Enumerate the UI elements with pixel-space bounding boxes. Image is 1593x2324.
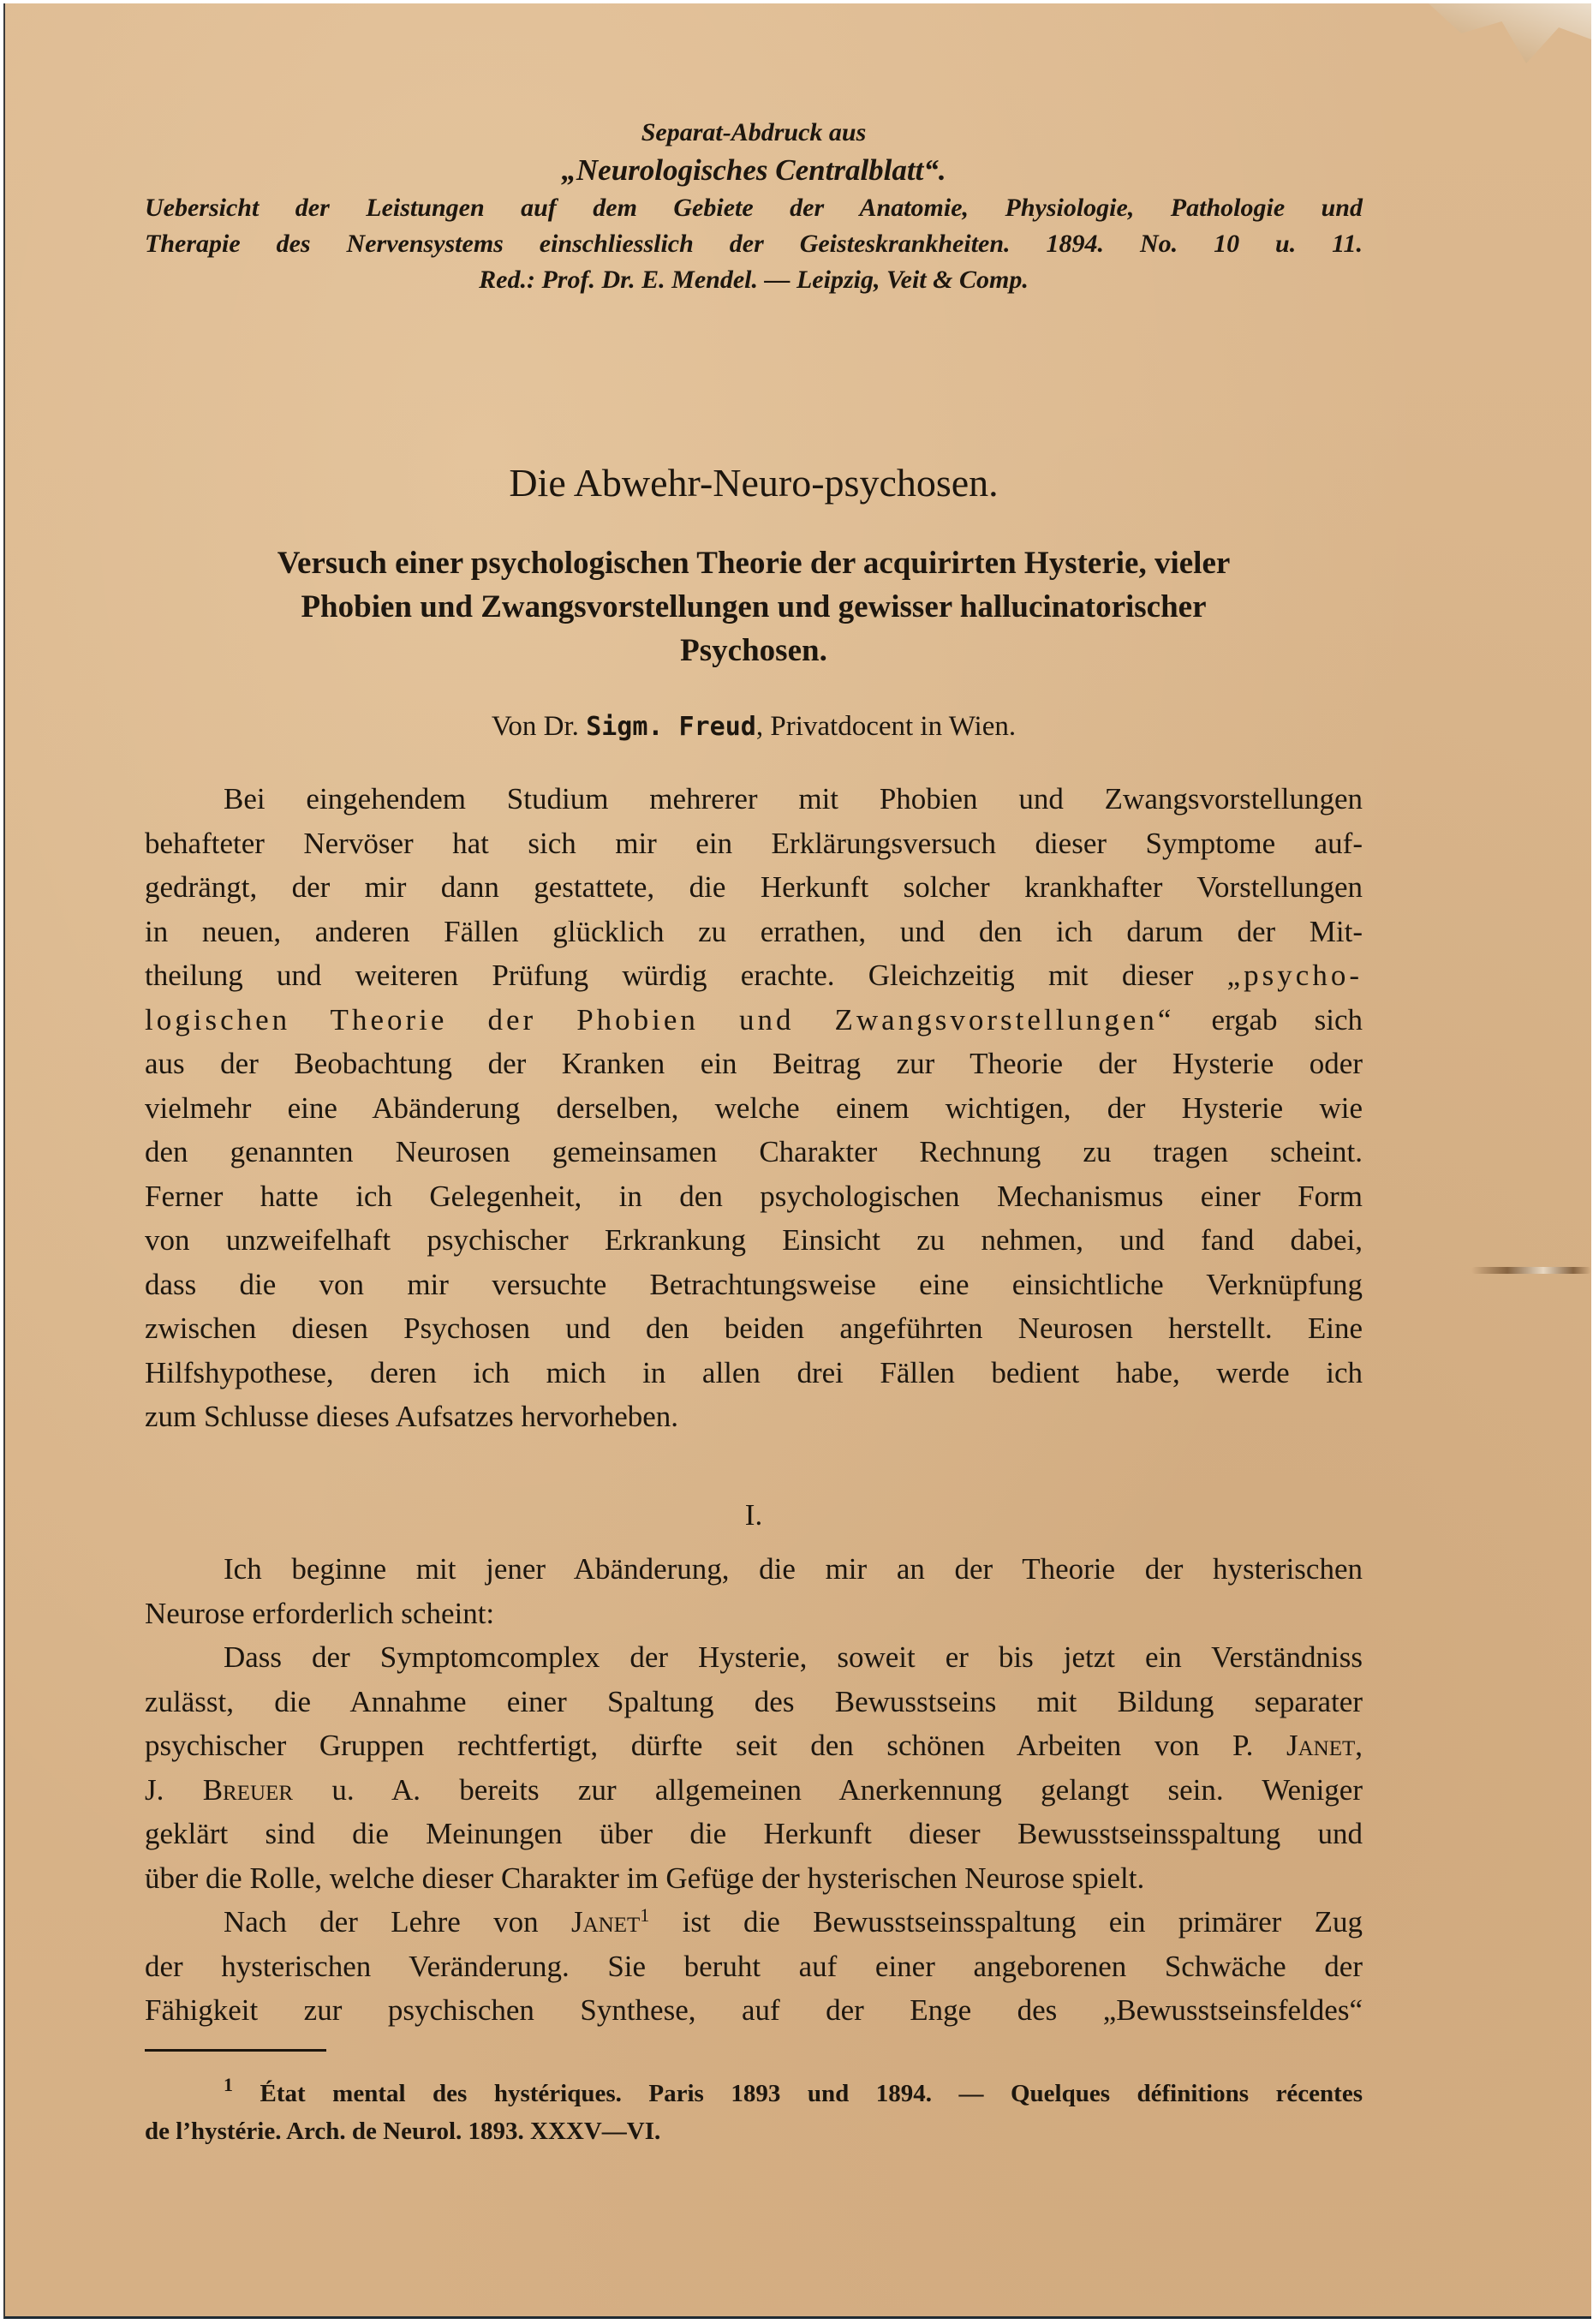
text-line: Ferner hatte ich Gelegenheit, in den psychologischen Mechanismus einer Form xyxy=(145,1179,1363,1213)
section-paragraph-1 xyxy=(145,1547,1363,1635)
article-subtitle xyxy=(145,541,1363,672)
text-line: Fähigkeit zur psychischen Synthese, auf der Enge des „Bewusstseinsfeldes“ xyxy=(145,1993,1363,2027)
scanned-page xyxy=(3,3,1591,2319)
text-fragment: theilung und weiteren Prüfung würdig erachte. Gleichzeitig mit dieser xyxy=(145,959,1227,992)
subtitle-line: Versuch einer psychologischen Theorie der acquirirten Hysterie, vieler xyxy=(277,546,1231,581)
author-name: Sigm. Freud xyxy=(586,712,756,742)
text-line: zulässt, die Annahme einer Spaltung des Bewusstseins mit Bildung separater xyxy=(145,1684,1363,1718)
text-line: der hysterischen Veränderung. Sie beruht auf einer angeborenen Schwäche der xyxy=(145,1949,1363,1983)
text-line xyxy=(145,953,1363,998)
footnote-divider xyxy=(145,2049,326,2052)
text-line: zum Schlusse dieses Aufsatzes hervorheben. xyxy=(145,1400,679,1433)
text-fragment: psychischer Gruppen rechtfertigt, dürfte seit den schönen Arbeiten von P. xyxy=(145,1729,1286,1762)
paper-crease xyxy=(1471,1267,1591,1274)
text-line: Neurose erforderlich scheint: xyxy=(145,1596,495,1630)
offprint-label: Separat-Abdruck aus xyxy=(641,118,867,146)
journal-description-line-2: Therapie des Nervensystems einschliesslich der Geisteskrankheiten. 1894. No. 10 u. 11. xyxy=(145,230,1363,258)
torn-corner xyxy=(1429,3,1591,63)
subtitle-line: Phobien und Zwangsvorstellungen und gewisser hallucinatorischer xyxy=(301,589,1207,624)
journal-name: „Neurologisches Centralblatt“. xyxy=(561,153,946,187)
cited-author-breuer: Breuer xyxy=(202,1772,293,1807)
offprint-header xyxy=(145,115,1363,298)
text-line: gedrängt, der mir dann gestattete, die Herkunft solcher krankhafter Vorstellungen xyxy=(145,870,1363,904)
author-affiliation: , Privatdocent in Wien. xyxy=(755,711,1017,742)
text-fragment: État mental des hystériques. Paris 1893 und 1894. — Quelques définitions récentes xyxy=(233,2080,1363,2107)
intro-paragraph xyxy=(145,777,1363,1439)
text-fragment: Nach der Lehre von xyxy=(224,1905,571,1939)
cited-author-janet: Janet xyxy=(1286,1729,1356,1762)
author-byline xyxy=(145,708,1363,746)
spaced-emphasis: „psycho- xyxy=(1226,959,1363,992)
footnote-line: de l’hystérie. Arch. de Neurol. 1893. XXXV—VI. xyxy=(145,2118,661,2145)
text-line: behafteter Nervöser hat sich mir ein Erklärungsversuch dieser Symptome auf- xyxy=(145,826,1363,860)
text-line: dass die von mir versuchte Betrachtungsweise eine einsichtliche Verknüpfung xyxy=(145,1267,1363,1301)
journal-description-line-1: Uebersicht der Leistungen auf dem Gebiete der Anatomie, Physiologie, Pathologie und xyxy=(145,194,1363,222)
text-line xyxy=(145,1724,1363,1768)
text-fragment: J. xyxy=(145,1772,203,1807)
text-fragment: u. A. bereits zur allgemeinen Anerkennung gelangt sein. Weniger xyxy=(293,1772,1363,1807)
subtitle-line: Psychosen. xyxy=(680,633,827,668)
footnote-reference[interactable]: 1 xyxy=(640,1904,650,1926)
section-paragraph-2 xyxy=(145,1635,1363,1900)
author-prefix: Von Dr. xyxy=(491,711,579,742)
article-title: Die Abwehr-Neuro-psychosen. xyxy=(509,461,999,505)
text-line: zwischen diesen Psychosen und den beiden angeführten Neurosen herstellt. Eine xyxy=(145,1311,1363,1345)
text-line: aus der Beobachtung der Kranken ein Beitrag zur Theorie der Hysterie oder xyxy=(145,1047,1363,1080)
footnote-line xyxy=(145,2075,1363,2112)
text-line: den genannten Neurosen gemeinsamen Charakter Rechnung zu tragen scheint. xyxy=(145,1135,1363,1168)
text-line: Ich beginne mit jener Abänderung, die mir an der Theorie der hysterischen xyxy=(224,1552,1363,1586)
section-paragraph-3 xyxy=(145,1900,1363,2033)
text-line: Hilfshypothese, deren ich mich in allen drei Fällen bedient habe, werde ich xyxy=(145,1355,1363,1389)
text-line xyxy=(145,1900,1363,1945)
text-line: von unzweifelhaft psychischer Erkrankung Einsicht zu nehmen, und fand dabei, xyxy=(145,1223,1363,1257)
footnote xyxy=(145,2075,1363,2150)
spaced-emphasis: logischen Theorie der Phobien und Zwangsvorstellungen“ xyxy=(145,1002,1175,1037)
text-line: Dass der Symptomcomplex der Hysterie, soweit er bis jetzt ein Verständniss xyxy=(224,1640,1363,1674)
text-fragment: ist die Bewusstseinsspaltung ein primärer Zug xyxy=(649,1905,1363,1939)
section-number: I. xyxy=(744,1498,763,1532)
text-line: in neuen, anderen Fällen glücklich zu errathen, und den ich darum der Mit- xyxy=(145,914,1363,948)
text-line xyxy=(145,1768,1363,1813)
text-fragment: , xyxy=(1355,1729,1363,1762)
text-line: über die Rolle, welche dieser Charakter im Gefüge der hysterischen Neurose spielt. xyxy=(145,1861,1145,1895)
text-line: geklärt sind die Meinungen über die Herkunft dieser Bewusstseinsspaltung und xyxy=(145,1817,1363,1850)
text-fragment: ergab sich xyxy=(1174,1002,1363,1037)
cited-author-janet: Janet xyxy=(571,1905,641,1939)
footnote-marker: 1 xyxy=(224,2074,233,2095)
text-line: Bei eingehendem Studium mehrerer mit Phobien und Zwangsvorstellungen xyxy=(224,782,1363,815)
text-line: vielmehr eine Abänderung derselben, welche einem wichtigen, der Hysterie wie xyxy=(145,1090,1363,1125)
journal-editor-publisher: Red.: Prof. Dr. E. Mendel. — Leipzig, Veit & Comp. xyxy=(479,266,1029,294)
text-line xyxy=(145,998,1363,1043)
